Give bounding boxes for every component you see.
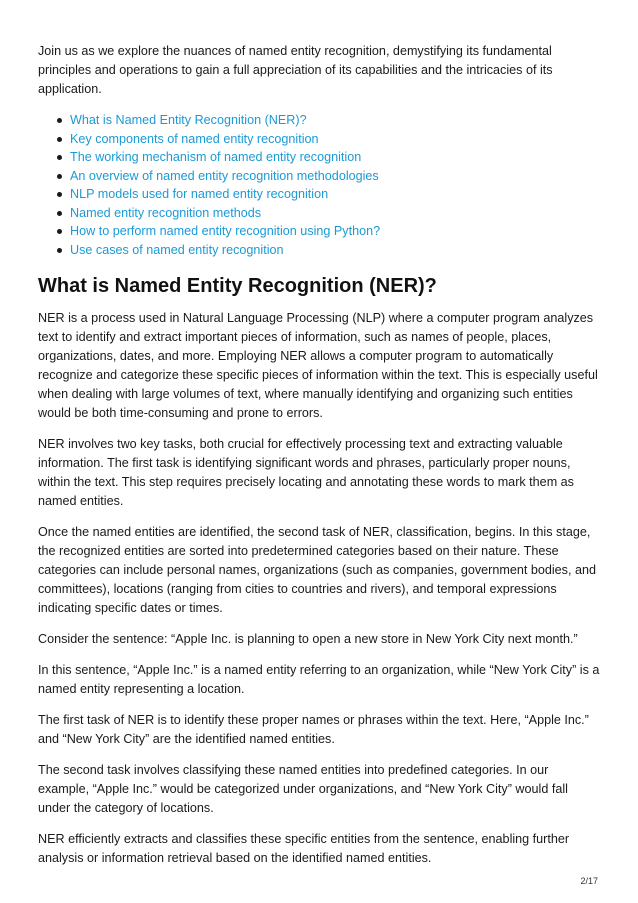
table-of-contents (38, 111, 602, 259)
toc-item (70, 130, 602, 149)
toc-item (70, 222, 602, 241)
toc-item (70, 111, 602, 130)
toc-link[interactable]: The working mechanism of named entity recognition (70, 150, 362, 164)
toc-item (70, 204, 602, 223)
body-paragraph: The second task involves classifying these named entities into predefined categories. In our example, “Apple Inc.” would be categorized under organizations, and “New York City” would fall under the category of locations. (38, 763, 568, 815)
section-heading: What is Named Entity Recognition (NER)? (38, 275, 437, 297)
toc-link[interactable]: Named entity recognition methods (70, 205, 262, 220)
page-number: 2/17 (580, 876, 598, 886)
body-paragraph: NER involves two key tasks, both crucial for effectively processing text and extracting valuable information. The first task is identifying significant words and phrases, particularly proper nouns, within the text. This step requires precisely locating and annotating these words to mark them as named entities. (38, 437, 574, 508)
toc-link[interactable]: Key components of named entity recognition (70, 131, 319, 146)
toc-link[interactable]: What is Named Entity Recognition (NER)? (70, 113, 307, 127)
body-paragraph: Consider the sentence: “Apple Inc. is planning to open a new store in New York City next month.” (38, 632, 578, 646)
body-paragraph: The first task of NER is to identify these proper names or phrases within the text. Here, “Apple Inc.” and “New York City” are the identified named entities. (38, 713, 589, 746)
toc-link[interactable]: NLP models used for named entity recognition (70, 187, 329, 201)
toc-item (70, 241, 602, 260)
toc-item (70, 185, 602, 204)
intro-paragraph: Join us as we explore the nuances of named entity recognition, demystifying its fundamental principles and operations to gain a full appreciation of its capabilities and the intricacies of its application. (38, 44, 553, 96)
toc-item (70, 148, 602, 167)
toc-link[interactable]: How to perform named entity recognition using Python? (70, 224, 381, 238)
document-page (38, 42, 602, 880)
toc-link[interactable]: Use cases of named entity recognition (70, 242, 284, 257)
body-paragraph: NER is a process used in Natural Language Processing (NLP) where a computer program analyzes text to identify and extract important pieces of information, such as names of people, places, organizations, dates, and more. Employing NER allows a computer program to automatically recognize and categorize these specific pieces of information within the text. This is especially useful when dealing with large volumes of text, where manually identifying and organizing such entities would be both time-consuming and prone to errors. (38, 311, 598, 420)
body-paragraph: NER efficiently extracts and classifies these specific entities from the sentence, enabling further analysis or information retrieval based on the identified named entities. (38, 832, 570, 865)
body-paragraph: Once the named entities are identified, the second task of NER, classification, begins. In this stage, the recognized entities are sorted into predetermined categories based on their nature. These categories can include personal names, organizations (such as companies, government bodies, and committees), locations (ranging from cities to countries and rivers), and temporal expressions indicating specific dates or times. (38, 525, 596, 615)
toc-item (70, 167, 602, 186)
toc-link[interactable]: An overview of named entity recognition methodologies (70, 168, 379, 183)
body-paragraph: In this sentence, “Apple Inc.” is a named entity referring to an organization, while “New York City” is a named entity representing a location. (38, 663, 600, 696)
